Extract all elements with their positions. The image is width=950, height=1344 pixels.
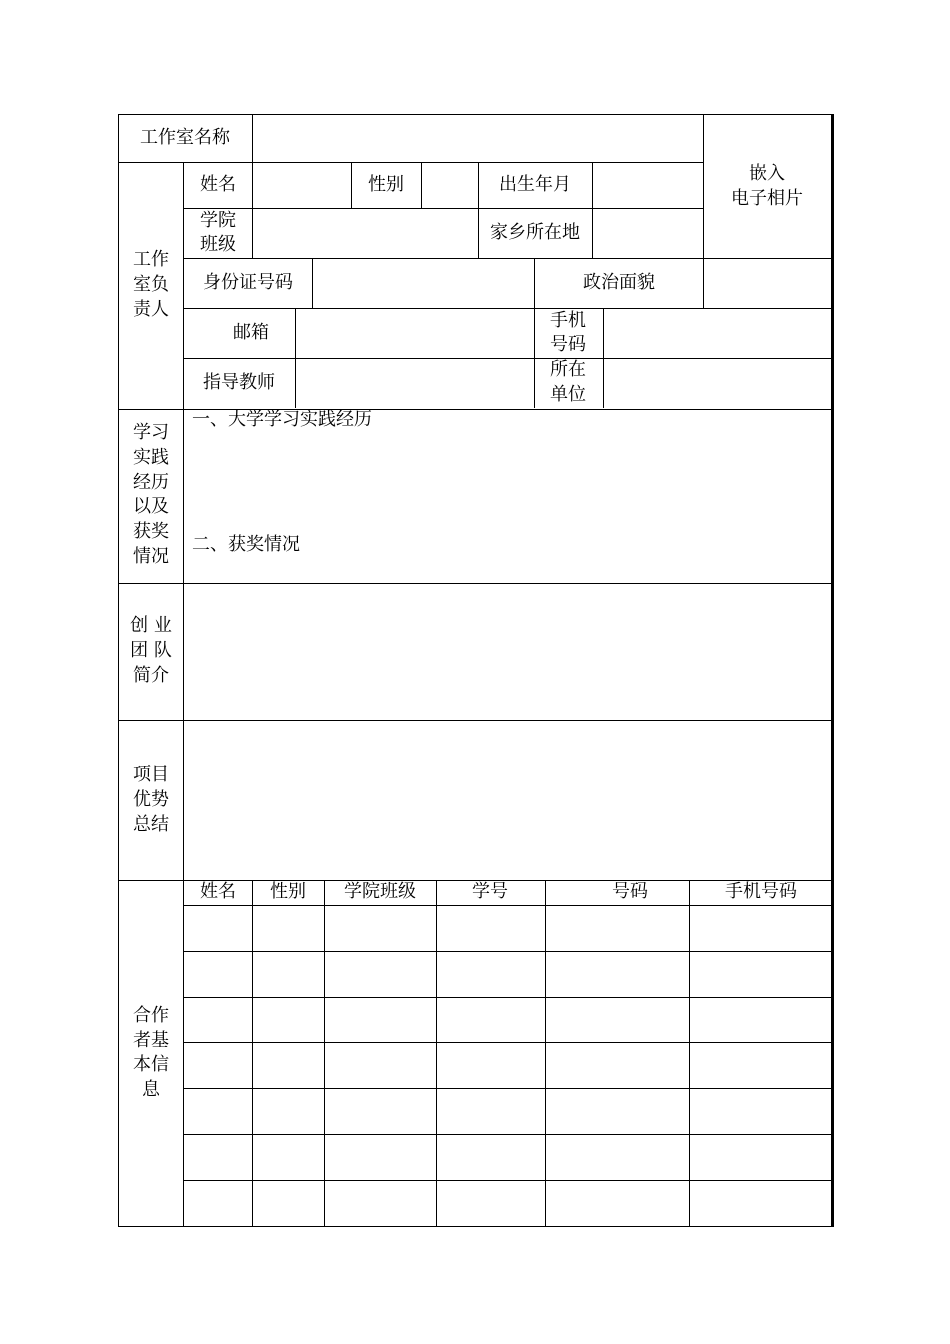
partners-table-cell[interactable]	[437, 998, 545, 1042]
political-status-label: 政治面貌	[583, 272, 655, 293]
team-section-label: 团 队	[130, 640, 172, 661]
partners-table-cell[interactable]	[546, 1181, 689, 1225]
study-section-label: 经历	[133, 472, 169, 493]
partners-header-student-id: 学号	[472, 881, 508, 902]
id-number-field[interactable]	[313, 259, 534, 308]
phone-label-line1: 手机	[550, 310, 586, 331]
partners-header-phone: 手机号码	[725, 881, 797, 902]
birth-label: 出生年月	[499, 174, 571, 195]
studio-name-field[interactable]	[253, 115, 703, 162]
partners-table-cell[interactable]	[546, 1043, 689, 1088]
partners-section-label: 本信	[133, 1054, 169, 1075]
advisor-label: 指导教师	[203, 372, 275, 393]
study-experience-heading: 一、大学学习实践经历	[192, 409, 372, 430]
team-section-label: 简介	[133, 665, 169, 686]
hometown-field[interactable]	[593, 209, 703, 258]
partners-table-cell[interactable]	[437, 1089, 545, 1134]
partners-header-gender: 性别	[270, 881, 306, 902]
partners-table-cell[interactable]	[253, 1181, 324, 1225]
partners-header-number: 号码	[612, 881, 648, 902]
partners-table-cell[interactable]	[325, 952, 436, 997]
hometown-label: 家乡所在地	[490, 222, 580, 243]
partners-table-cell[interactable]	[437, 1181, 545, 1225]
partners-table-cell[interactable]	[253, 998, 324, 1042]
college-label-line2: 班级	[200, 234, 236, 255]
partners-table-cell[interactable]	[437, 1043, 545, 1088]
project-section-label: 优势	[133, 789, 169, 810]
name-field[interactable]	[253, 163, 351, 208]
partners-header-name: 姓名	[200, 881, 236, 902]
phone-label-line2: 号码	[550, 334, 586, 355]
team-section-label: 创 业	[130, 615, 172, 636]
cell-divider	[351, 162, 352, 208]
table-left-border	[118, 114, 119, 1227]
photo-label-line1: 嵌入	[749, 163, 785, 184]
partners-table-cell[interactable]	[690, 1089, 830, 1134]
partners-table-cell[interactable]	[546, 998, 689, 1042]
partners-table-cell[interactable]	[184, 952, 252, 997]
leader-section-label: 室负	[133, 274, 169, 295]
partners-table-cell[interactable]	[546, 952, 689, 997]
birth-field[interactable]	[593, 163, 703, 208]
cell-divider	[534, 258, 535, 408]
project-section-label: 项目	[133, 764, 169, 785]
leader-section-label: 责人	[133, 299, 169, 320]
partners-table-cell[interactable]	[253, 952, 324, 997]
partners-table-cell[interactable]	[546, 1089, 689, 1134]
leader-section-label: 工作	[133, 249, 169, 270]
studio-name-label: 工作室名称	[140, 127, 230, 148]
partners-table-cell[interactable]	[325, 1135, 436, 1180]
partners-section-label: 息	[142, 1079, 160, 1100]
table-right-border	[831, 114, 834, 1227]
cell-divider	[478, 162, 479, 258]
partners-table-cell[interactable]	[546, 906, 689, 951]
partners-table-cell[interactable]	[325, 1089, 436, 1134]
email-label: 邮箱	[233, 322, 269, 343]
partners-table-cell[interactable]	[253, 1135, 324, 1180]
partners-table-cell[interactable]	[546, 1135, 689, 1180]
partners-table-cell[interactable]	[325, 1181, 436, 1225]
partners-table-cell[interactable]	[184, 906, 252, 951]
partners-table-cell[interactable]	[184, 1089, 252, 1134]
table-bottom-border	[118, 1226, 834, 1227]
partners-table-cell[interactable]	[690, 998, 830, 1042]
partners-table-cell[interactable]	[325, 1043, 436, 1088]
partners-table-cell[interactable]	[253, 1043, 324, 1088]
partners-header-college-class: 学院班级	[344, 881, 416, 902]
email-field[interactable]	[296, 309, 534, 358]
study-section-label: 学习	[133, 422, 169, 443]
partners-table-cell[interactable]	[253, 906, 324, 951]
partners-section-label: 合作	[133, 1005, 169, 1026]
political-status-field[interactable]	[704, 259, 831, 308]
gender-label: 性别	[368, 174, 404, 195]
partners-table-cell[interactable]	[325, 998, 436, 1042]
college-class-field[interactable]	[253, 209, 478, 258]
partners-table-cell[interactable]	[437, 1135, 545, 1180]
partners-table-cell[interactable]	[184, 1181, 252, 1225]
study-section-label: 获奖	[133, 521, 169, 542]
study-experience-field[interactable]	[184, 410, 831, 583]
study-section-label: 以及	[133, 496, 169, 517]
unit-label-line1: 所在	[550, 359, 586, 380]
partners-table-cell[interactable]	[184, 998, 252, 1042]
partners-table-cell[interactable]	[184, 1043, 252, 1088]
name-label: 姓名	[200, 174, 236, 195]
college-label-line1: 学院	[200, 210, 236, 231]
team-intro-field[interactable]	[184, 584, 831, 720]
project-section-label: 总结	[133, 814, 169, 835]
partners-table-cell[interactable]	[437, 952, 545, 997]
partners-section-label: 者基	[133, 1030, 169, 1051]
partners-table-cell[interactable]	[184, 1135, 252, 1180]
partners-table-cell[interactable]	[437, 906, 545, 951]
awards-heading: 二、获奖情况	[192, 534, 300, 555]
study-section-label: 实践	[133, 447, 169, 468]
unit-label-line2: 单位	[550, 384, 586, 405]
id-number-label: 身份证号码	[203, 272, 293, 293]
unit-field[interactable]	[604, 359, 831, 409]
study-section-label: 情况	[133, 546, 169, 567]
advisor-field[interactable]	[296, 359, 534, 409]
partners-table-cell[interactable]	[690, 906, 830, 951]
project-summary-field[interactable]	[184, 721, 831, 880]
partners-table-cell[interactable]	[690, 1135, 830, 1180]
gender-field[interactable]	[422, 163, 478, 208]
partners-table-cell[interactable]	[325, 906, 436, 951]
partners-table-cell[interactable]	[690, 1181, 830, 1225]
partners-table-cell[interactable]	[690, 952, 830, 997]
partners-table-cell[interactable]	[253, 1089, 324, 1134]
photo-label-line2: 电子相片	[731, 188, 803, 209]
phone-field[interactable]	[604, 309, 831, 358]
partners-table-cell[interactable]	[690, 1043, 830, 1088]
